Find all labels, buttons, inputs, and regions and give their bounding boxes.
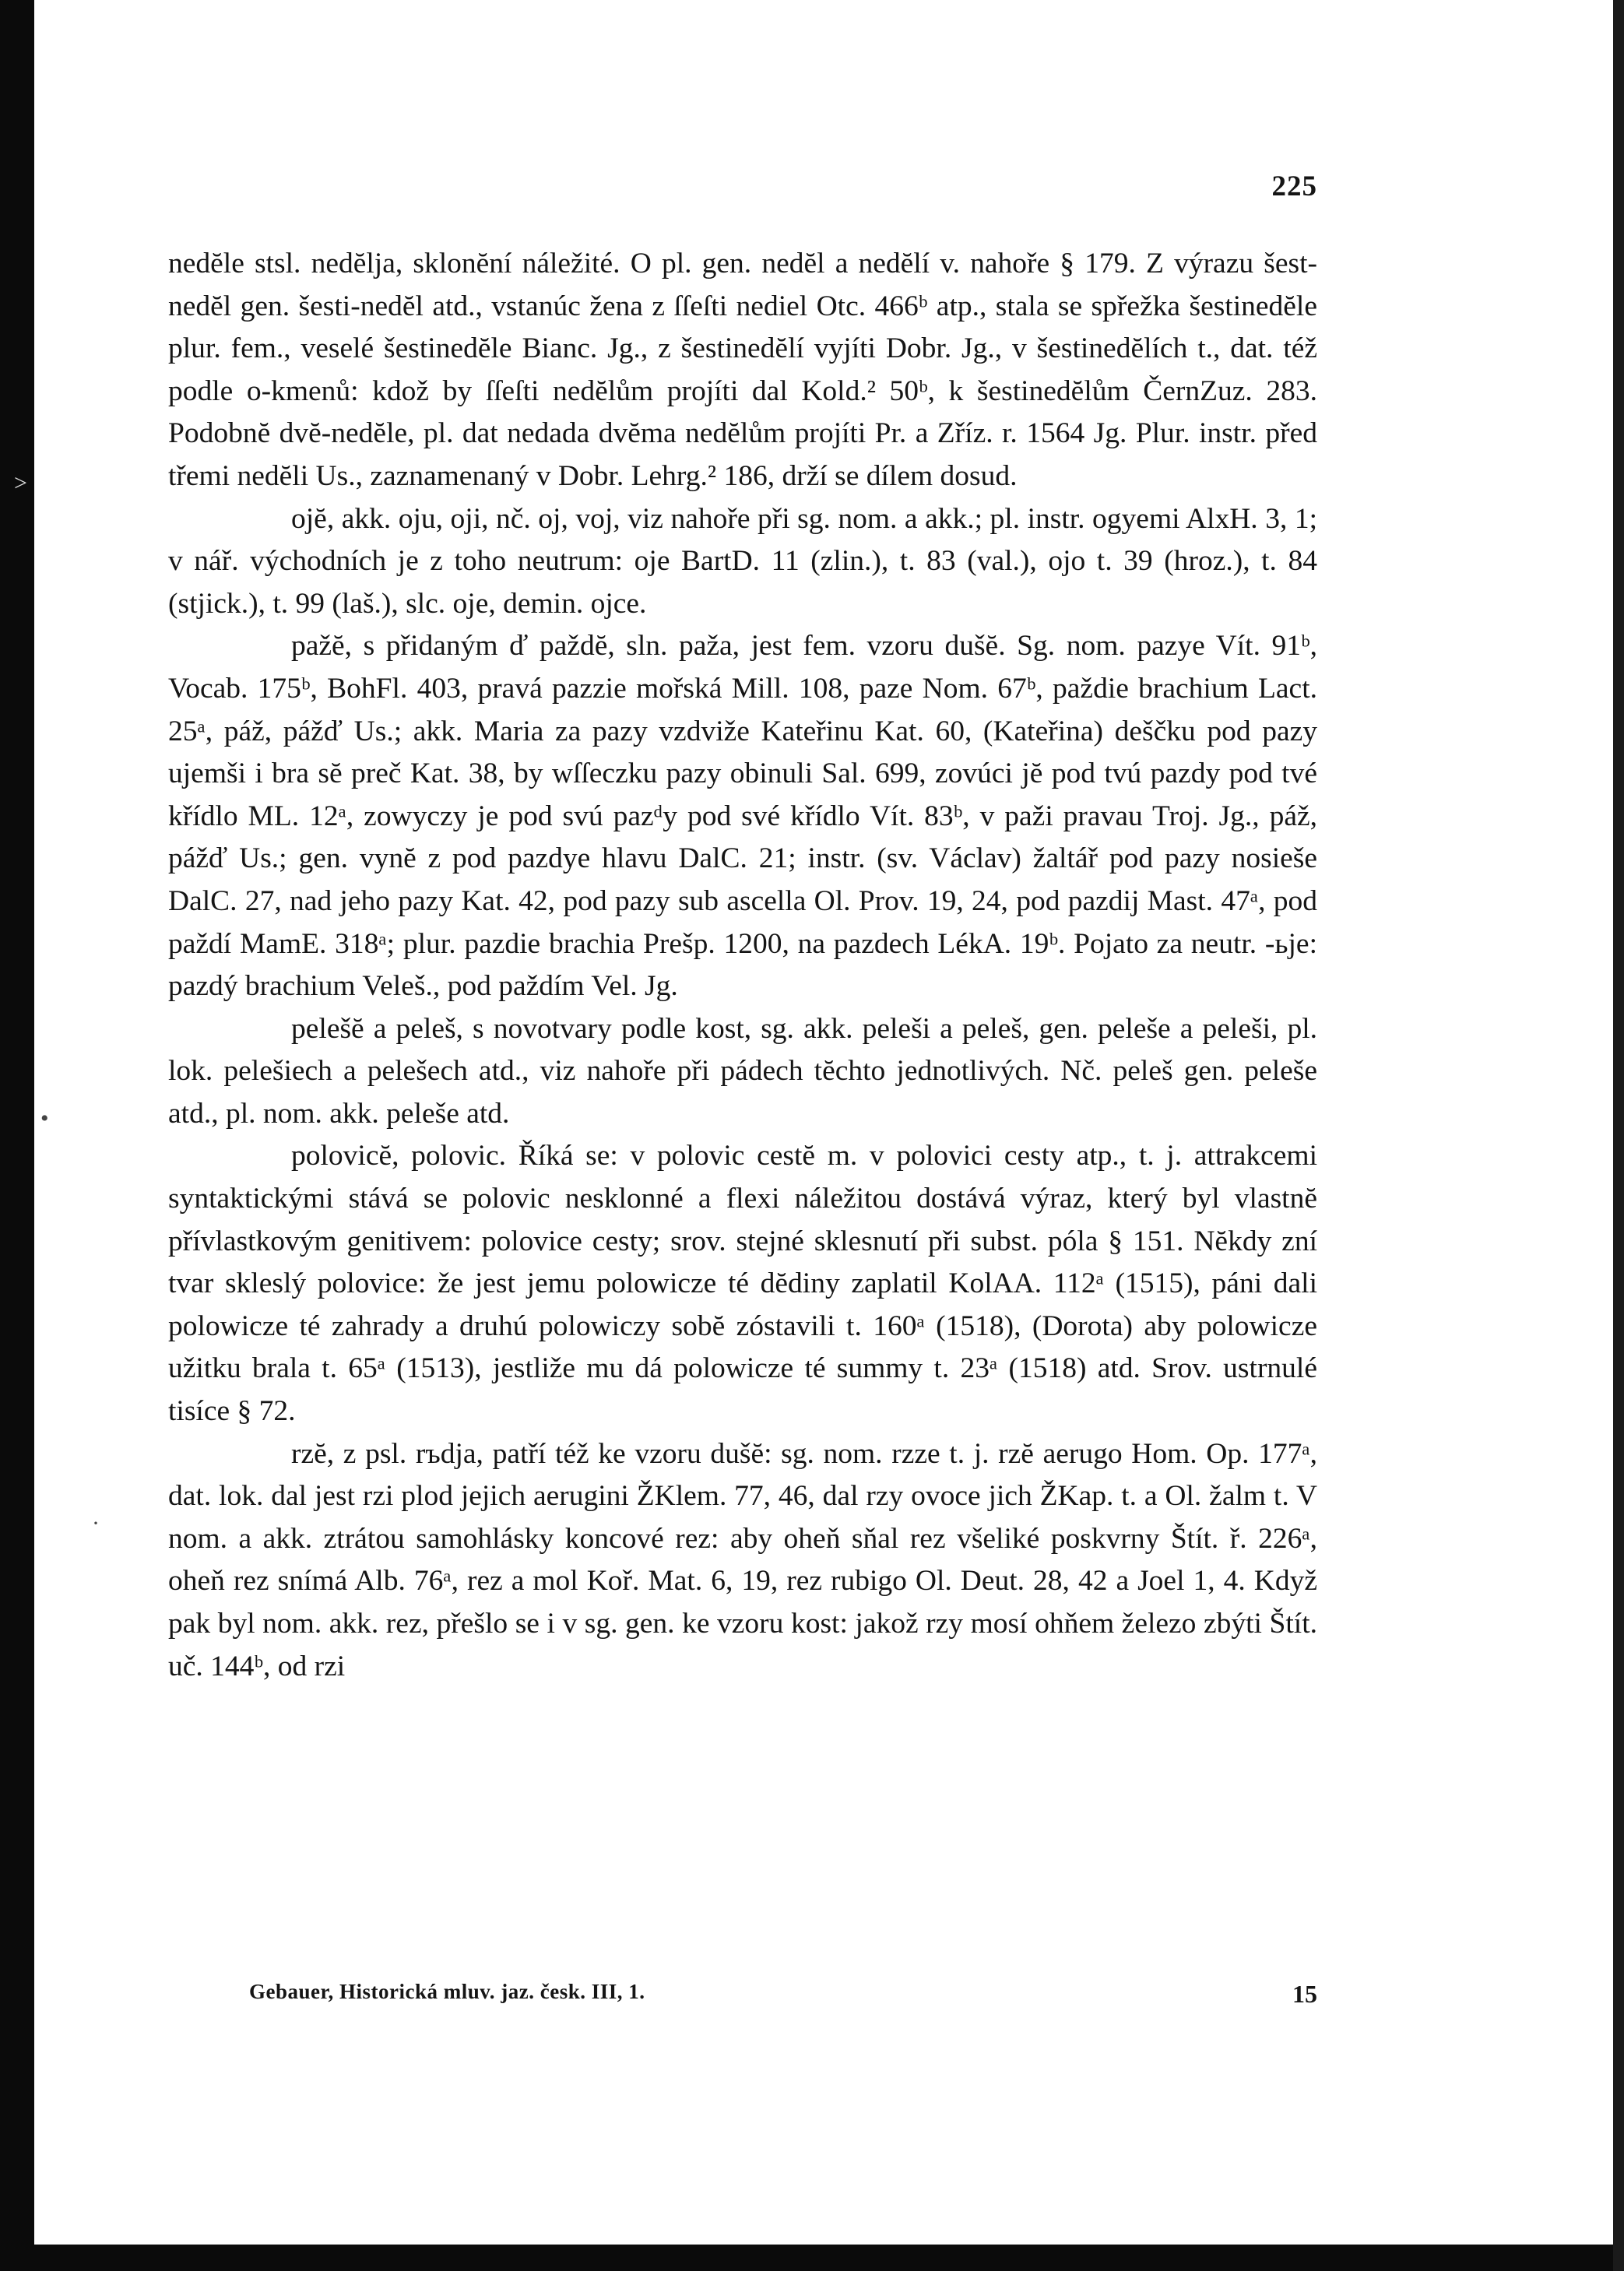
entry-oje: ojĕ, akk. oju, oji, nč. oj, voj, viz nahoře při sg. nom. a akk.; pl. instr. ogyemi AlxH. 3, 1; v nář. východních je z toho neutrum: oje BartD. 11 (zlin.), t. 83 (val.), ojo t. 39 (hroz.), t. 84 (stjick.), t. 99 (laš.), slc. oje, demin. ojce.: [168, 502, 1317, 620]
entry-paze: pažĕ, s přidaným ď paždĕ, sln. paža, jest fem. vzoru dušĕ. Sg. nom. pazye Vít. 91ᵇ, Vocab. 175ᵇ, BohFl. 403, pravá pazzie mořská Mill. 108, paze Nom. 67ᵇ, paždie brachium Lact. 25ᵃ, páž, pážď Us.; akk. Maria za pazy vzdviže Kateřinu Kat. 60, (Kateřina) deščku pod pazy ujemši i bra sĕ preč Kat. 38, by wſſeczku pazy obinuli Sal. 699, zovúci jĕ pod tvú pazdy pod tvé křídlo ML. 12ᵃ, zowyczy je pod svú pazᵈy pod své křídlo Vít. 83ᵇ, v paži pravau Troj. Jg., páž, pážď Us.; gen. vynĕ z pod pazdye hlavu DalC. 21; instr. (sv. Václav) žaltář pod pazy nosieše DalC. 27, nad jeho pazy Kat. 42, pod pazy sub ascella Ol. Prov. 19, 24, pod pazdij Mast. 47ᵃ, pod paždí MamE. 318ᵃ; plur. pazdie brachia Prešp. 1200, na pazdech LékA. 19ᵇ. Pojato za neutr. -ьje: pazdý brachium Veleš., pod paždím Vel. Jg.: [168, 630, 1317, 1003]
margin-mark-arrow: >: [14, 470, 27, 496]
body-text: [168, 243, 1317, 1688]
entry-pelese: pelešĕ a peleš, s novotvary podle kost, sg. akk. peleši a peleš, gen. peleše a peleši, pl. lok. pelešiech a pelešech atd., viz nahoře při pádech tĕchto jednotlivých. Nč. peleš gen. peleše atd., pl. nom. akk. peleše atd.: [168, 1012, 1317, 1130]
page-number: 225: [1271, 171, 1317, 202]
scan-border-left: [0, 0, 34, 2271]
entry-polovice: polovicĕ, polovic. Říká se: v polovic cestĕ m. v polovici cesty atp., t. j. attrakcemi syntaktickými stává se polovic nesklonné a flexi náležitou dostává výraz, který byl vlastnĕ přívlastkovým genitivem: polovice cesty; srov. stejné sklesnutí při subst. póla § 151. Nĕkdy zní tvar skleslý polovice: že jest jemu polowicze té dĕdiny zaplatil KolAA. 112ᵃ (1515), páni dali polowicze té zahrady a druhú polowiczy sobĕ zóstavili t. 160ᵃ (1518), (Dorota) aby polowicze užitku brala t. 65ᵃ (1513), jestliže mu dá polowicze té summy t. 23ᵃ (1518) atd. Srov. ustrnulé tisíce § 72.: [168, 1140, 1317, 1428]
margin-mark-dot: •: [40, 1106, 49, 1131]
margin-mark-speck: ·: [92, 1510, 100, 1536]
entry-nedele: nedĕle stsl. nedĕlja, sklonĕní náležité. O pl. gen. nedĕl a nedĕlí v. nahoře § 179. Z výrazu šest-nedĕl gen. šesti-nedĕl atd., vstanúc žena z ſſeſti nediel Otc. 466ᵇ atp., stala se spřežka šestinedĕle plur. fem., veselé šestinedĕle Bianc. Jg., z šestinedĕlí vyjíti Dobr. Jg., v šestinedĕlích t., dat. též podle o-kmenů: kdož by ſſeſti nedĕlům projíti dal Kold.² 50ᵇ, k šestinedĕlům ČernZuz. 283. Podobnĕ dvĕ-nedĕle, pl. dat nedada dvĕma nedĕlům projíti Pr. a Zříz. r. 1564 Jg. Plur. instr. před třemi nedĕli Us., zaznamenaný v Dobr. Lehrg.² 186, drží se dílem dosud.: [168, 248, 1317, 492]
footer-citation: Gebauer, Historická mluv. jaz. česk. III, 1.: [249, 1980, 645, 2003]
signature-number: 15: [1292, 1980, 1317, 2008]
scan-border-bottom: [0, 2245, 1624, 2271]
entry-rze: rzĕ, z psl. rъdja, patří též ke vzoru dušĕ: sg. nom. rzze t. j. rzĕ aerugo Hom. Op. 177ᵃ, dat. lok. dal jest rzi plod jejich aerugini ŽKlem. 77, 46, dal rzy ovoce jich ŽKap. t. a Ol. žalm t. V nom. a akk. ztrátou samohlásky koncové rez: aby oheň sňal rez všeliké poskvrny Štít. ř. 226ᵃ, oheň rez snímá Alb. 76ᵃ, rez a mol Koř. Mat. 6, 19, rez rubigo Ol. Deut. 28, 42 a Joel 1, 4. Když pak byl nom. akk. rez, přešlo se i v sg. gen. ke vzoru kost: jakož rzy mosí ohňem železo zbýti Štít. uč. 144ᵇ, od rzi: [168, 1437, 1317, 1682]
scan-border-right: [1613, 0, 1624, 2271]
